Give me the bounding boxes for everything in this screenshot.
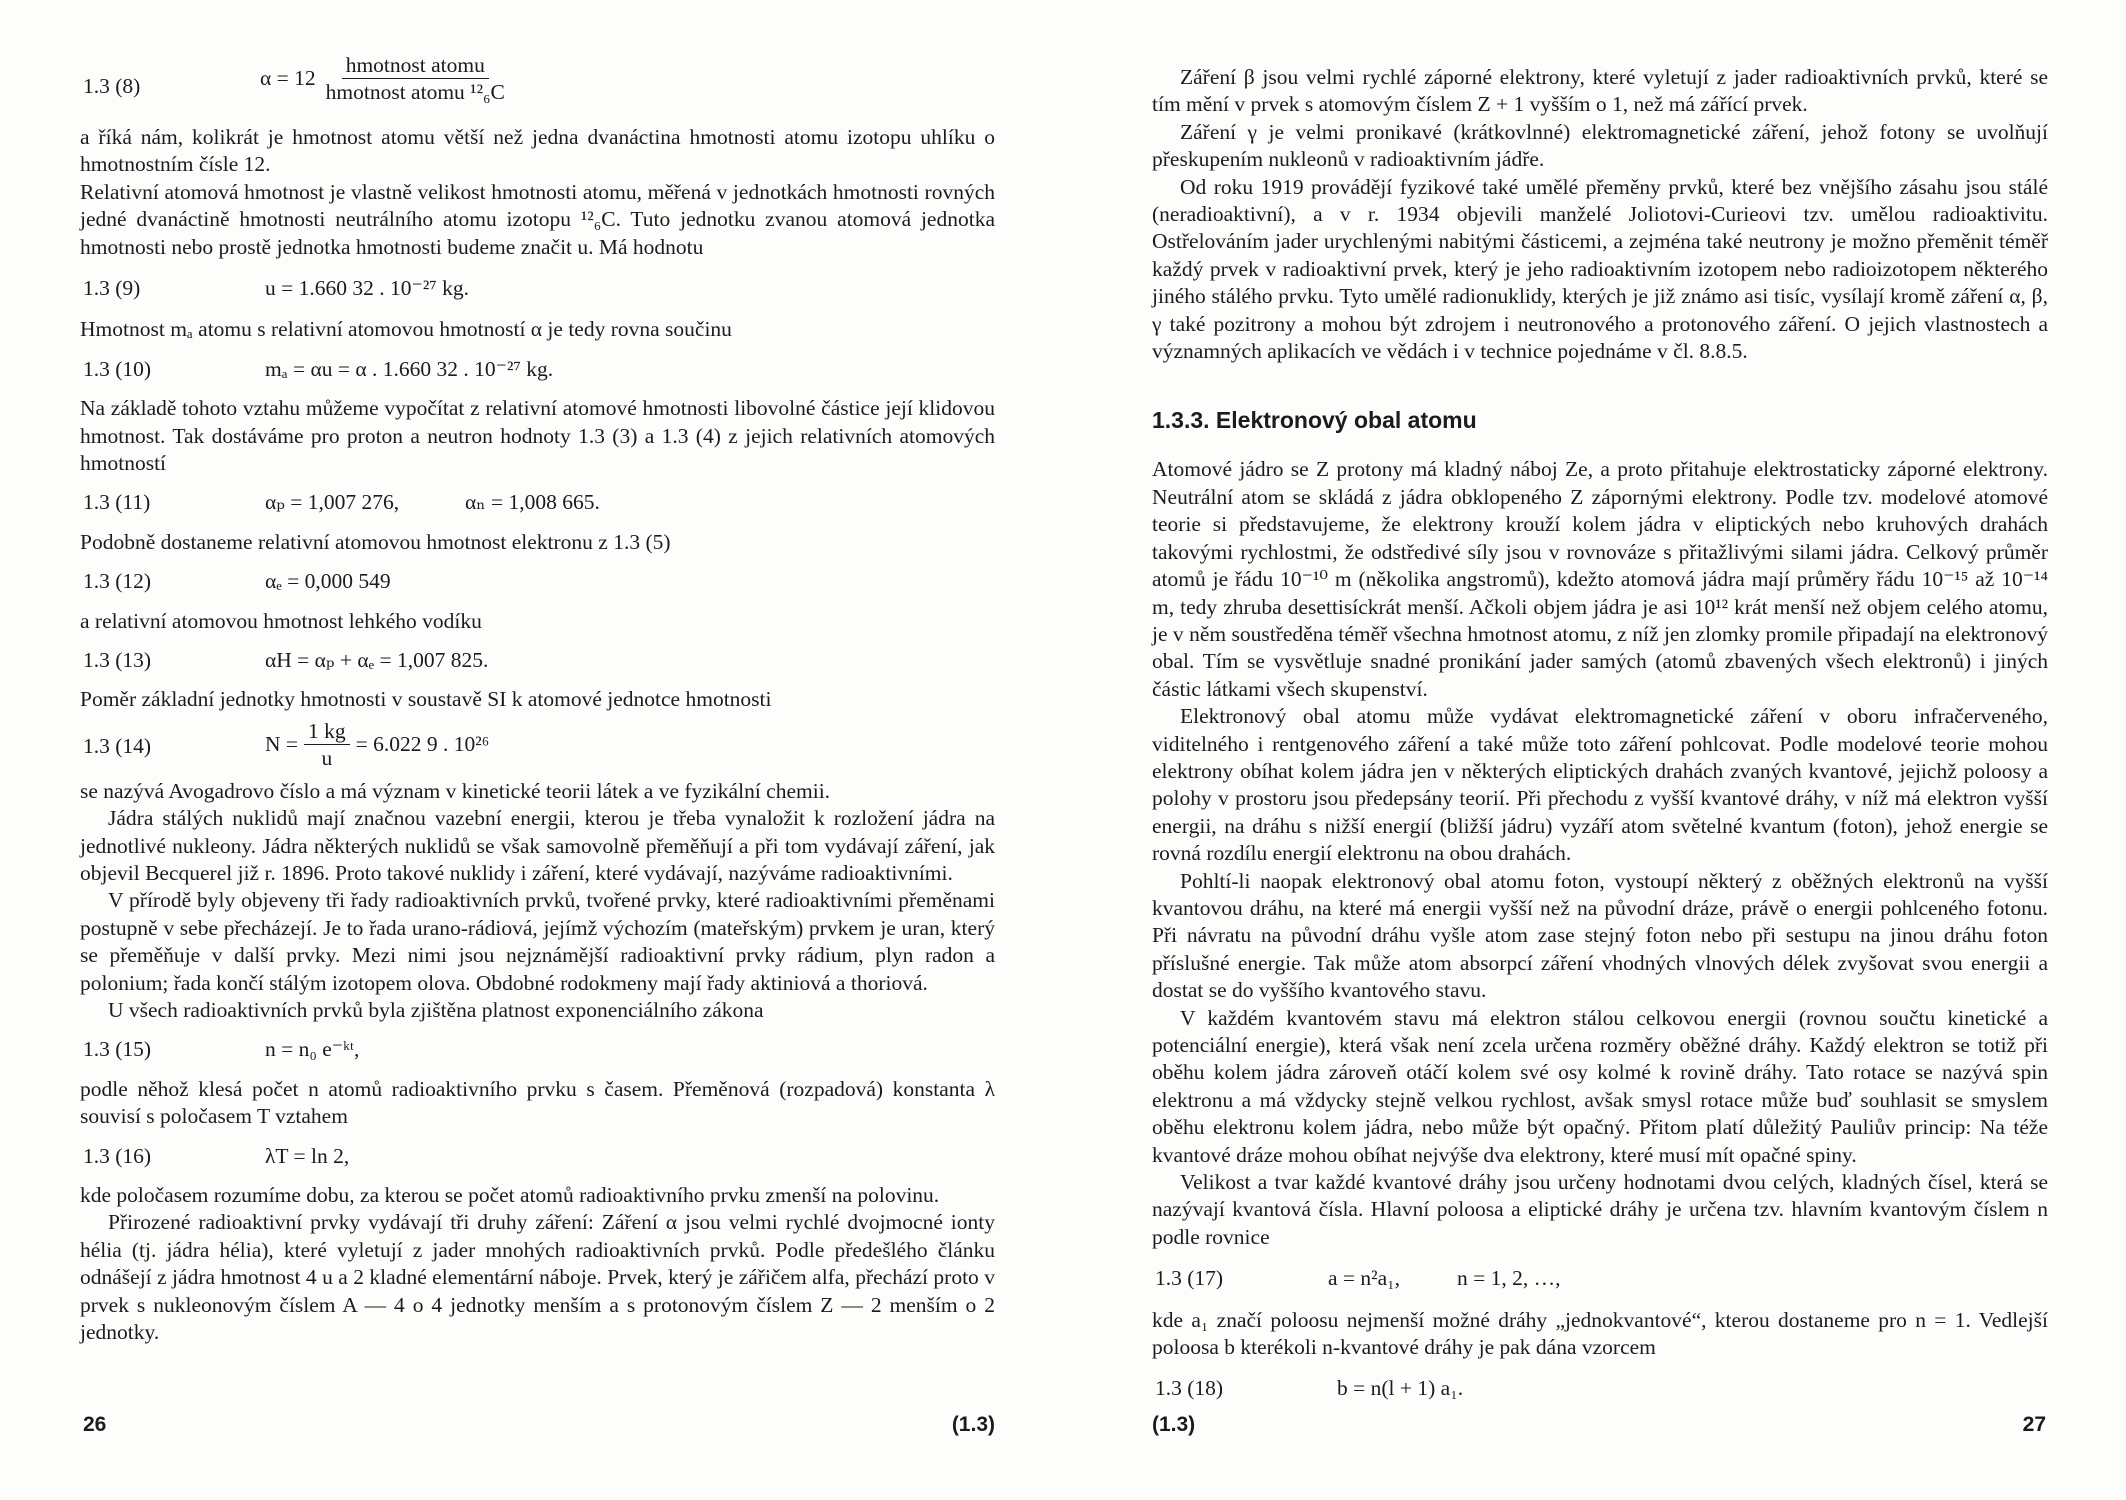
left-page: [80, 0, 995, 1500]
page-number: 26: [83, 1413, 107, 1436]
paragraph: a říká nám, kolikrát je hmotnost atomu větší než jedna dvanáctina hmotnosti atomu izotopu uhlíku o hmotnostním čísle 12.: [80, 125, 995, 177]
equation-1-3-17: [1152, 1265, 2048, 1292]
equation-number: 1.3 (10): [83, 356, 152, 381]
equation-1-3-8: [80, 52, 995, 124]
fraction: [265, 718, 489, 771]
equation-formula: αₙ = 1,008 665.: [465, 490, 600, 515]
paragraph: Velikost a tvar každé kvantové dráhy jsou určeny hodnotami dvou celých, kladných čísel, která se nazývají kvantová čísla. Hlavní poloosa a eliptické dráhy je určena tzv. hlavním kvantovým číslem n podle rovnice: [1152, 1170, 2048, 1249]
equation-number: 1.3 (16): [83, 1143, 152, 1168]
paragraph: podle něhož klesá počet n atomů radioaktivního prvku s časem. Přeměnová (rozpadová) konstanta λ souvisí s poločasem T vztahem: [80, 1076, 995, 1129]
paragraph: kde a₁ značí poloosu nejmenší možné dráhy „jednokvantové“, kterou dostaneme pro n = 1. Vedlejší poloosa b kterékoli n-kvantové dráhy je pak dána vzorcem: [1152, 1307, 2048, 1360]
paragraph: Přirozené radioaktivní prvky vydávají tři druhy záření: Záření α jsou velmi rychlé dvojmocné ionty hélia (tj. jádra hélia), které vyletují z jader mnohých radioaktivních prvků. Podle předešlého článku odnášejí z jádra hmotnost 4 u a 2 kladné elementární náboje. Prvek, který je zářičem alfa, přechází proto v prvek s nukleonovým číslem A — 4 o 4 jednotky menším a s protonovým číslem Z — 2 menším o 2 jednotky.: [80, 1210, 995, 1345]
equation-number: 1.3 (13): [83, 648, 152, 673]
equation-formula: αH = αₚ + αₑ = 1,007 825.: [265, 648, 489, 673]
paragraph: Na základě tohoto vztahu můžeme vypočítat z relativní atomové hmotnosti libovolné částice její klidovou hmotnost. Tak dostáváme pro proton a neutron hodnoty 1.3 (3) a 1.3 (4) z jejich relativních atomových hmotností: [80, 396, 995, 476]
equation-formula: a = n²a₁,: [1328, 1266, 1401, 1291]
paragraph: Záření β jsou velmi rychlé záporné elektrony, které vyletují z jader radioaktivních prvků, které se tím mění v prvek s atomovým číslem Z + 1 vyšším o 1, než má zářící prvek.: [1152, 65, 2048, 117]
paragraph: kde poločasem rozumíme dobu, za kterou se počet atomů radioaktivního prvku zmenší na polovinu.: [80, 1183, 940, 1208]
section-reference: (1.3): [951, 1413, 995, 1436]
equation-number: 1.3 (17): [1155, 1266, 1224, 1291]
equation-1-3-13: [80, 647, 995, 674]
equation-formula: b = n(l + 1) a₁.: [1337, 1376, 1464, 1401]
paragraph: Relativní atomová hmotnost je vlastně velikost hmotnosti atomu, měřená v jednotkách hmotnosti rovných jedné dvanáctině hmotnosti neutrálního atomu izotopu ¹²₆C. Tuto jednotku zvanou atomová jednotka hmotnosti nebo prostě jednotka hmotnosti budeme značit u. Má hodnotu: [80, 179, 995, 259]
paragraph: Od roku 1919 provádějí fyzikové také umělé přeměny prvků, které bez vnějšího zásahu jsou stálé (neradioaktivní), a v r. 1934 objevili manželé Joliotovi-Curieovi tzv. umělou radioaktivitu. Ostřelováním jader urychlenými nabitými částicemi, a zejména také neutrony je možno přeměnit téměř každý prvek v radioaktivní prvek, který je jeho radioaktivním izotopem nebo radioizotopem některého jiného stálého prvku. Tyto umělé radionuklidy, kterých je již známo asi tisíc, vysílají kromě záření α, β, γ také pozitrony a mohou být zdrojem i neutronového a protonového záření. O jejich vlastnostech a významných aplikacích ve vědách i v technice pojednáme v čl. 8.8.5.: [1152, 174, 2048, 364]
equation-number: 1.3 (15): [83, 1037, 152, 1062]
equation-1-3-15: [80, 1036, 995, 1063]
paragraph: Hmotnost mₐ atomu s relativní atomovou hmotností α je tedy rovna součinu: [80, 317, 732, 342]
equation-formula: αₑ = 0,000 549: [265, 569, 391, 594]
equation-1-3-14: [80, 714, 995, 778]
equation-formula: mₐ = αu = α . 1.660 32 . 10⁻²⁷ kg.: [265, 356, 554, 381]
equation-formula: u = 1.660 32 . 10⁻²⁷ kg.: [265, 276, 470, 301]
fraction-rhs: = 6.022 9 . 10²⁶: [355, 731, 490, 756]
fraction: [260, 52, 509, 105]
paragraph: Podobně dostaneme relativní atomovou hmotnost elektronu z 1.3 (5): [80, 529, 671, 554]
paragraph: Atomové jádro se Z protony má kladný náboj Ze, a proto přitahuje elektrostaticky záporné elektrony. Neutrální atom se skládá z jádra obklopeného Z zápornými elektrony. Podle tzv. modelové atomové teorie si představujeme, že elektrony krouží kolem jádra v eliptických nebo kruhových drahách takovými rychlostmi, že odstředivé síly jsou v rovnováze s přitažlivými silami jádra. Celkový průměr atomů je řádu 10⁻¹⁰ m (několika angstromů), kdežto atomová jádra mají průměry řádu 10⁻¹⁵ až 10⁻¹⁴ m, tedy zhruba desettisíckrát menší. Ačkoli objem jádra je asi 10¹² krát menší než objem celého atomu, je v něm soustředěna téměř všechna hmotnost atomu, z níž jen zlomky promile připadají na elektronový obal. Tím se vysvětluje snadné pronikání jader samých (atomů zbavených všech elektronů) i jiných částic látkami všech skupenství.: [1152, 457, 2048, 701]
paragraph: Záření γ je velmi pronikavé (krátkovlnné) elektromagnetické záření, jehož fotony se uvolňují přeskupením nukleonů v radioaktivním jádře.: [1152, 119, 2048, 172]
paragraph: Elektronový obal atomu může vydávat elektromagnetické záření v oboru infračerveného, viditelného i rentgenového záření a také může toto záření pohlcovat. Podle modelové teorie mohou elektrony obíhat kolem jádra jen v některých eliptických drahách zvaných kvantové, jejichž poloosy a polohy v prostoru jsou předepsány teorií. Při přechodu z vyšší kvantové dráhy, v níž má elektron vyšší energii, na dráhu s nižší energií (bližší jádru) vyzáří atom světelné kvantum (foton), jehož energie se rovná rozdílu energií elektronu na obou drahách.: [1152, 704, 2048, 866]
right-page: [1152, 0, 2048, 1500]
fraction-denominator: hmotnost atomu ¹²₆C: [325, 80, 505, 104]
paragraph: Poměr základní jednotky hmotnosti v soustavě SI k atomové jednotce hmotnosti: [80, 687, 772, 712]
equation-1-3-11: [80, 489, 995, 516]
paragraph: Jádra stálých nuklidů mají značnou vazební energii, kterou je třeba vynaložit k rozložení jádra na jednotlivé nukleony. Jádra některých nuklidů se však samovolně přeměňují a při tom vydávají záření, jak objevil Becquerel již r. 1896. Proto takové nuklidy i záření, které vydávají, nazýváme radioaktivními.: [80, 806, 995, 886]
paragraph: se nazývá Avogadrovo číslo a má význam v kinetické teorii látek a ve fyzikální chemii.: [80, 778, 831, 803]
equation-number: 1.3 (9): [83, 276, 141, 301]
equation-formula: n = n₀ e⁻ᵏᵗ,: [265, 1037, 360, 1062]
section-reference: (1.3): [1152, 1413, 1196, 1436]
equation-1-3-18: [1152, 1375, 2048, 1402]
equation-number: 1.3 (8): [83, 74, 141, 98]
fraction-numerator: 1 kg: [304, 718, 350, 745]
equation-formula: n = 1, 2, …,: [1457, 1266, 1561, 1291]
fraction-lhs: α = 12: [260, 66, 316, 90]
equation-1-3-12: [80, 568, 995, 595]
equation-number: 1.3 (18): [1155, 1376, 1224, 1401]
paragraph: a relativní atomovou hmotnost lehkého vodíku: [80, 608, 482, 633]
equation-1-3-16: [80, 1143, 995, 1170]
equation-1-3-9: [80, 275, 995, 302]
paragraph: Pohltí-li naopak elektronový obal atomu foton, vystoupí některý z oběžných elektronů na vyšší kvantovou dráhu, na které má energii vyšší než na původní dráze, právě o energii pohlceného fotonu. Při návratu na původní dráhu vyšle atom zase stejný foton nebo při sestupu na jinou dráhu foton příslušné energie. Tak může atom absorpcí záření vhodných vlnových délek zvyšovat svou energii a dostat se do vyššího kvantového stavu.: [1152, 868, 2048, 1003]
fraction-numerator: hmotnost atomu: [342, 52, 489, 79]
fraction-denominator: u: [321, 745, 333, 770]
paragraph: U všech radioaktivních prvků byla zjištěna platnost exponenciálního zákona: [108, 998, 764, 1023]
equation-1-3-10: [80, 356, 995, 383]
equation-number: 1.3 (12): [83, 569, 152, 594]
equation-number: 1.3 (11): [83, 490, 151, 515]
fraction-lhs: N =: [265, 731, 299, 756]
section-heading: 1.3.3. Elektronový obal atomu: [1152, 407, 1477, 434]
page-number: 27: [2022, 1413, 2046, 1436]
equation-formula: αₚ = 1,007 276,: [265, 490, 400, 515]
equation-formula: λT = ln 2,: [265, 1143, 350, 1168]
paragraph: V přírodě byly objeveny tři řady radioaktivních prvků, tvořené prvky, které radioaktivními přeměnami postupně v sebe přecházejí. Je to řada urano-rádiová, jejímž výchozím (mateřským) prvkem je uran, který se přeměňuje v další prvky. Mezi nimi jsou nejznámější radioaktivní prvky rádium, plyn radon a polonium; řada končí stálým izotopem olova. Obdobné rodokmeny mají řady aktiniová a thoriová.: [80, 888, 995, 995]
equation-number: 1.3 (14): [83, 733, 152, 758]
paragraph: V každém kvantovém stavu má elektron stálou celkovou energii (rovnou součtu kinetické a potenciální energie), která však není zcela určena rozměry oběžné dráhy. Každý elektron se totiž při oběhu kolem jádra zároveň otáčí kolem své osy kolmé k rovině dráhy. Tato rotace se nazývá spin elektronu a má vždycky stejně velkou rychlost, avšak smysl rotace může buď souhlasit se smyslem oběhu elektronu kolem jádra, nebo může být opačný. Přitom platí důležitý Pauliův princip: Na téže kvantové dráze mohou obíhat nejvýše dva elektrony, které musí mít opačné spiny.: [1152, 1005, 2048, 1167]
